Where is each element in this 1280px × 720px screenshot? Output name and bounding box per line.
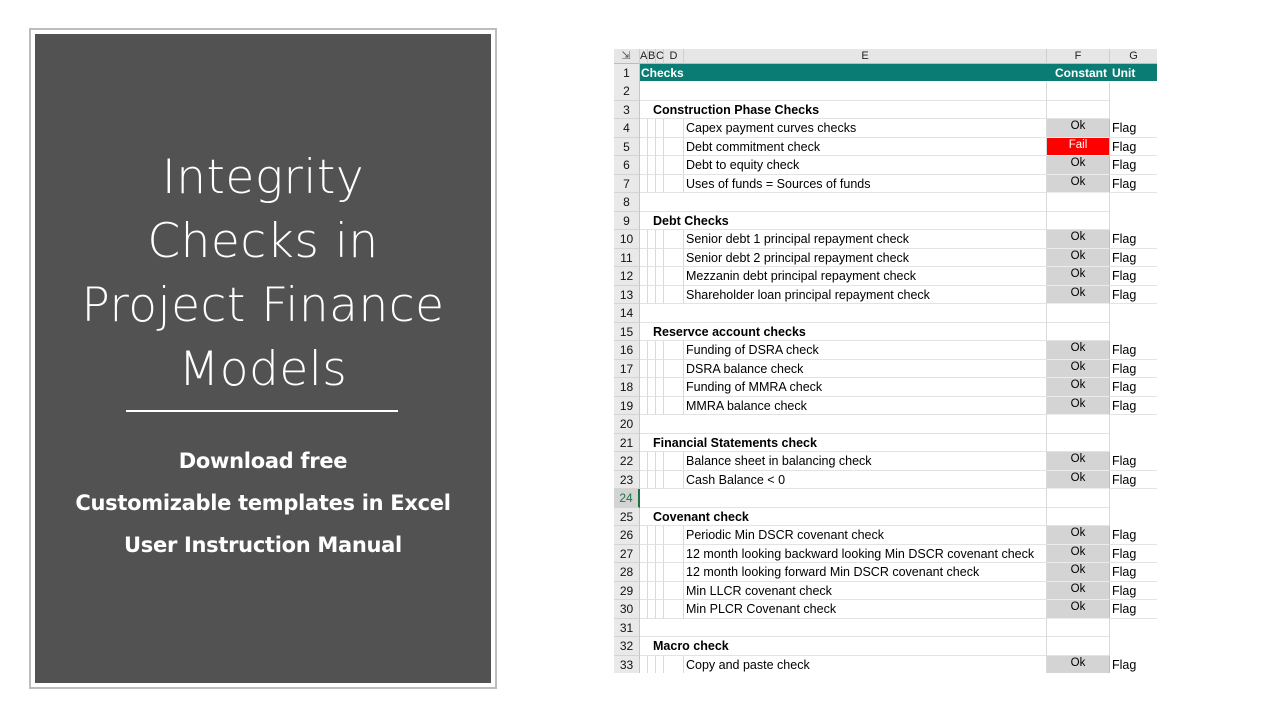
- grid-cell[interactable]: [656, 619, 664, 638]
- grid-cell[interactable]: [656, 378, 664, 397]
- check-row: [614, 360, 1157, 379]
- row-number[interactable]: 14: [614, 304, 640, 323]
- grid-cell[interactable]: [640, 267, 648, 286]
- grid-cell[interactable]: [664, 230, 684, 249]
- grid-cell[interactable]: [656, 249, 664, 268]
- grid-cell[interactable]: [656, 230, 664, 249]
- grid-cell[interactable]: [656, 526, 664, 545]
- grid-cell[interactable]: [684, 489, 1047, 508]
- status-ok-cell[interactable]: Ok: [1047, 397, 1110, 416]
- grid-cell[interactable]: [1047, 489, 1110, 508]
- slide-title-line: Project Finance: [81, 278, 445, 333]
- row-number[interactable]: 2: [614, 82, 640, 101]
- unit-cell[interactable]: Flag: [1110, 156, 1157, 175]
- column-header-e[interactable]: E: [684, 49, 1047, 64]
- grid-cell[interactable]: [664, 600, 684, 619]
- grid-cell[interactable]: [1047, 415, 1110, 434]
- row-number[interactable]: 9: [614, 212, 640, 231]
- check-label[interactable]: Senior debt 1 principal repayment check: [686, 232, 910, 246]
- unit-cell[interactable]: Flag: [1110, 341, 1157, 360]
- grid-cell[interactable]: [640, 119, 648, 138]
- grid-cell[interactable]: [684, 619, 1047, 638]
- grid-cell[interactable]: [648, 156, 656, 175]
- check-label[interactable]: Uses of funds = Sources of funds: [686, 176, 871, 191]
- grid-cell[interactable]: [664, 397, 684, 416]
- grid-cell[interactable]: [640, 489, 648, 508]
- check-label[interactable]: Debt to equity check: [686, 158, 800, 172]
- grid-cell[interactable]: [648, 656, 656, 674]
- grid-cell[interactable]: [1047, 193, 1110, 212]
- title-panel: [35, 34, 491, 683]
- status-ok-cell[interactable]: Ok: [1047, 471, 1110, 490]
- grid-cell[interactable]: [640, 341, 648, 360]
- unit-cell[interactable]: Flag: [1110, 286, 1157, 305]
- unit-cell[interactable]: Flag: [1110, 138, 1157, 157]
- row-number[interactable]: 29: [614, 582, 640, 601]
- grid-cell[interactable]: [648, 619, 656, 638]
- grid-cell[interactable]: [656, 304, 664, 323]
- grid-cell[interactable]: [664, 360, 684, 379]
- grid-cell[interactable]: [640, 193, 648, 212]
- row-number[interactable]: 13: [614, 286, 640, 305]
- section-row: [614, 637, 1157, 656]
- slide-title-line: Checks in: [147, 214, 379, 269]
- section-heading[interactable]: Financial Statements check: [653, 435, 817, 450]
- grid-cell[interactable]: [648, 360, 656, 379]
- row-number[interactable]: 12: [614, 267, 640, 286]
- row-number[interactable]: 32: [614, 637, 640, 656]
- grid-cell[interactable]: [664, 378, 684, 397]
- grid-cell[interactable]: [640, 304, 648, 323]
- grid-cell[interactable]: [656, 156, 664, 175]
- column-header-a[interactable]: A: [640, 50, 648, 62]
- grid-cell[interactable]: [664, 156, 684, 175]
- check-label[interactable]: Min PLCR Covenant check: [686, 602, 837, 616]
- check-row: [614, 600, 1157, 619]
- grid-cell[interactable]: [648, 600, 656, 619]
- check-label[interactable]: Mezzanin debt principal repayment check: [686, 269, 916, 283]
- check-row: [614, 267, 1157, 286]
- grid-cell[interactable]: [656, 286, 664, 305]
- unit-cell[interactable]: Flag: [1110, 378, 1157, 397]
- grid-cell[interactable]: [656, 341, 664, 360]
- status-ok-cell[interactable]: Ok: [1047, 249, 1110, 268]
- empty-row: [614, 619, 1157, 638]
- grid-cell[interactable]: [664, 138, 684, 157]
- section-heading[interactable]: Macro check: [653, 639, 729, 653]
- header-checks[interactable]: Checks: [641, 66, 684, 80]
- grid-cell[interactable]: [648, 286, 656, 305]
- grid-cell[interactable]: [640, 286, 648, 305]
- grid-cell[interactable]: [640, 545, 648, 564]
- check-row: [614, 230, 1157, 249]
- grid-cell[interactable]: [640, 156, 648, 175]
- grid-cell[interactable]: [640, 360, 648, 379]
- section-row: [614, 508, 1157, 527]
- check-row: [614, 119, 1157, 138]
- download-free-link[interactable]: Download free: [178, 449, 348, 473]
- grid-cell[interactable]: [640, 508, 648, 527]
- row-number[interactable]: 24: [614, 489, 640, 508]
- grid-cell[interactable]: [640, 656, 648, 674]
- check-row: [614, 545, 1157, 564]
- status-ok-cell[interactable]: Ok: [1047, 526, 1110, 545]
- grid-cell[interactable]: [664, 452, 684, 471]
- grid-cell[interactable]: [648, 397, 656, 416]
- grid-cell[interactable]: [648, 193, 656, 212]
- row-number[interactable]: 16: [614, 341, 640, 360]
- grid-cell[interactable]: [664, 267, 684, 286]
- empty-row: [614, 82, 1157, 101]
- grid-cell[interactable]: [640, 637, 648, 656]
- grid-cell[interactable]: [664, 249, 684, 268]
- grid-cell[interactable]: [664, 545, 684, 564]
- section-row: [614, 323, 1157, 342]
- grid-cell[interactable]: [664, 656, 684, 674]
- status-ok-cell[interactable]: Ok: [1047, 175, 1110, 194]
- header-unit[interactable]: Unit: [1112, 66, 1136, 80]
- grid-cell[interactable]: [640, 434, 648, 453]
- grid-cell[interactable]: [656, 471, 664, 490]
- grid-cell[interactable]: [648, 415, 656, 434]
- check-row: [614, 526, 1157, 545]
- grid-cell[interactable]: [1047, 434, 1110, 453]
- grid-cell[interactable]: [664, 563, 684, 582]
- status-fail-cell[interactable]: Fail: [1047, 138, 1110, 157]
- unit-cell[interactable]: Flag: [1110, 397, 1157, 416]
- row-number[interactable]: 26: [614, 526, 640, 545]
- status-ok-cell[interactable]: Ok: [1047, 360, 1110, 379]
- grid-cell[interactable]: [648, 526, 656, 545]
- grid-cell[interactable]: [648, 582, 656, 601]
- grid-cell[interactable]: [1047, 82, 1110, 101]
- grid-cell[interactable]: [664, 193, 684, 212]
- row-number[interactable]: 28: [614, 563, 640, 582]
- grid-cell[interactable]: [640, 471, 648, 490]
- grid-cell[interactable]: [684, 193, 1047, 212]
- grid-cell[interactable]: [640, 452, 648, 471]
- grid-cell[interactable]: [640, 378, 648, 397]
- manual-link[interactable]: User Instruction Manual: [124, 533, 402, 557]
- row-number[interactable]: 17: [614, 360, 640, 379]
- grid-cell[interactable]: [640, 415, 648, 434]
- column-header-c[interactable]: C: [656, 50, 664, 62]
- check-row: [614, 378, 1157, 397]
- check-label[interactable]: 12 month looking forward Min DSCR covenant check: [686, 565, 980, 579]
- check-label[interactable]: Funding of MMRA check: [686, 380, 823, 394]
- section-heading[interactable]: Construction Phase Checks: [653, 102, 820, 117]
- row-number[interactable]: 4: [614, 119, 640, 138]
- row-number[interactable]: 6: [614, 156, 640, 175]
- check-label[interactable]: Capex payment curves checks: [686, 121, 857, 135]
- check-label[interactable]: Min LLCR covenant check: [686, 583, 832, 598]
- check-row: [614, 452, 1157, 471]
- grid-cell[interactable]: [656, 138, 664, 157]
- grid-cell[interactable]: [664, 82, 684, 101]
- grid-cell[interactable]: [656, 489, 664, 508]
- check-row: [614, 286, 1157, 305]
- status-ok-cell[interactable]: Ok: [1047, 600, 1110, 619]
- row-number[interactable]: 5: [614, 138, 640, 157]
- empty-row: [614, 193, 1157, 212]
- check-row: [614, 397, 1157, 416]
- check-row: [614, 138, 1157, 157]
- grid-cell[interactable]: [648, 378, 656, 397]
- grid-cell[interactable]: [640, 230, 648, 249]
- check-row: [614, 175, 1157, 194]
- check-row: [614, 341, 1157, 360]
- section-heading[interactable]: Covenant check: [653, 509, 749, 524]
- grid-cell[interactable]: [1047, 304, 1110, 323]
- unit-cell[interactable]: Flag: [1110, 582, 1157, 601]
- check-label[interactable]: MMRA balance check: [686, 398, 807, 413]
- title-panel-frame: [29, 28, 497, 689]
- check-row: [614, 656, 1157, 674]
- grid-cell[interactable]: [640, 175, 648, 194]
- panel-links: [35, 440, 491, 566]
- column-header-f[interactable]: F: [1047, 49, 1110, 64]
- column-header-d[interactable]: D: [664, 49, 684, 64]
- grid-cell[interactable]: [664, 286, 684, 305]
- unit-cell[interactable]: Flag: [1110, 526, 1157, 545]
- row-number[interactable]: 8: [614, 193, 640, 212]
- grid-cell[interactable]: [656, 600, 664, 619]
- grid-cell[interactable]: [648, 249, 656, 268]
- check-label[interactable]: Debt commitment check: [686, 139, 821, 154]
- unit-cell[interactable]: Flag: [1110, 452, 1157, 471]
- grid-cell[interactable]: [648, 471, 656, 490]
- check-row: [614, 582, 1157, 601]
- check-label[interactable]: 12 month looking backward looking Min DSCR covenant check: [686, 546, 1035, 561]
- grid-cell[interactable]: [656, 452, 664, 471]
- grid-cell[interactable]: [656, 193, 664, 212]
- sheet-header-row: [614, 64, 1157, 83]
- grid-cell[interactable]: [648, 82, 656, 101]
- row-number[interactable]: 31: [614, 619, 640, 638]
- templates-link[interactable]: Customizable templates in Excel: [75, 491, 451, 515]
- status-ok-cell[interactable]: Ok: [1047, 267, 1110, 286]
- column-header-g[interactable]: G: [1110, 49, 1157, 64]
- grid-cell[interactable]: [684, 82, 1047, 101]
- grid-cell[interactable]: [664, 526, 684, 545]
- unit-cell[interactable]: Flag: [1110, 249, 1157, 268]
- unit-cell[interactable]: Flag: [1110, 656, 1157, 674]
- grid-cell[interactable]: [1047, 637, 1110, 656]
- status-ok-cell[interactable]: Ok: [1047, 341, 1110, 360]
- grid-cell[interactable]: [656, 360, 664, 379]
- status-ok-cell[interactable]: Ok: [1047, 378, 1110, 397]
- row-number[interactable]: 22: [614, 452, 640, 471]
- status-ok-cell[interactable]: Ok: [1047, 156, 1110, 175]
- header-constant[interactable]: Constant: [1055, 66, 1107, 80]
- row-number[interactable]: 23: [614, 471, 640, 490]
- grid-cell[interactable]: [664, 471, 684, 490]
- spreadsheet: [614, 49, 1157, 673]
- grid-cell[interactable]: [648, 138, 656, 157]
- status-ok-cell[interactable]: Ok: [1047, 656, 1110, 674]
- grid-cell[interactable]: [656, 415, 664, 434]
- grid-cell[interactable]: [1047, 619, 1110, 638]
- grid-cell[interactable]: [640, 212, 648, 231]
- section-heading[interactable]: Reservce account checks: [653, 324, 806, 339]
- column-header-b[interactable]: B: [648, 50, 656, 62]
- row-number[interactable]: 10: [614, 230, 640, 249]
- row-number[interactable]: 15: [614, 323, 640, 342]
- status-ok-cell[interactable]: Ok: [1047, 582, 1110, 601]
- grid-cell[interactable]: [648, 175, 656, 194]
- grid-cell[interactable]: [640, 249, 648, 268]
- status-ok-cell[interactable]: Ok: [1047, 119, 1110, 138]
- grid-cell[interactable]: [648, 267, 656, 286]
- cursor-icon: ⇲: [621, 50, 631, 62]
- check-row: [614, 471, 1157, 490]
- grid-cell[interactable]: [648, 230, 656, 249]
- grid-cell[interactable]: [640, 526, 648, 545]
- section-row: [614, 101, 1157, 120]
- row-number[interactable]: 25: [614, 508, 640, 527]
- grid-cell[interactable]: [684, 415, 1047, 434]
- check-label[interactable]: Funding of DSRA check: [686, 343, 819, 357]
- grid-cell[interactable]: [640, 600, 648, 619]
- grid-cell[interactable]: [684, 304, 1047, 323]
- check-label[interactable]: Periodic Min DSCR covenant check: [686, 528, 884, 542]
- section-row: [614, 212, 1157, 231]
- status-ok-cell[interactable]: Ok: [1047, 286, 1110, 305]
- check-row: [614, 249, 1157, 268]
- row-number[interactable]: 1: [614, 64, 640, 83]
- grid-cell[interactable]: [1047, 323, 1110, 342]
- title-divider: [126, 410, 398, 412]
- grid-cell[interactable]: [664, 582, 684, 601]
- row-number[interactable]: 11: [614, 249, 640, 268]
- check-row: [614, 563, 1157, 582]
- grid-cell[interactable]: [656, 563, 664, 582]
- row-number[interactable]: 27: [614, 545, 640, 564]
- grid-cell[interactable]: [656, 656, 664, 674]
- status-ok-cell[interactable]: Ok: [1047, 452, 1110, 471]
- empty-row: [614, 304, 1157, 323]
- grid-cell[interactable]: [640, 397, 648, 416]
- grid-cell[interactable]: [656, 582, 664, 601]
- grid-cell[interactable]: [648, 545, 656, 564]
- grid-cell[interactable]: [684, 637, 1047, 656]
- section-heading[interactable]: Debt Checks: [653, 213, 729, 228]
- grid-cell[interactable]: [1047, 101, 1110, 120]
- grid-cell[interactable]: [648, 489, 656, 508]
- grid-cell[interactable]: [648, 452, 656, 471]
- grid-cell[interactable]: [664, 489, 684, 508]
- grid-cell[interactable]: [640, 323, 648, 342]
- check-label[interactable]: Balance sheet in balancing check: [686, 454, 872, 468]
- grid-cell[interactable]: [640, 138, 648, 157]
- row-number[interactable]: 19: [614, 397, 640, 416]
- row-number[interactable]: 3: [614, 101, 640, 120]
- unit-cell[interactable]: Flag: [1110, 471, 1157, 490]
- empty-row: [614, 489, 1157, 508]
- grid-cell[interactable]: [656, 545, 664, 564]
- grid-cell[interactable]: [664, 341, 684, 360]
- grid-cell[interactable]: [1047, 212, 1110, 231]
- section-row: [614, 434, 1157, 453]
- check-label[interactable]: DSRA balance check: [686, 361, 804, 376]
- grid-cell[interactable]: [648, 341, 656, 360]
- grid-cell[interactable]: [640, 582, 648, 601]
- grid-cell[interactable]: [656, 82, 664, 101]
- row-number[interactable]: 33: [614, 656, 640, 674]
- status-ok-cell[interactable]: Ok: [1047, 563, 1110, 582]
- check-label[interactable]: Cash Balance < 0: [686, 472, 786, 487]
- status-ok-cell[interactable]: Ok: [1047, 230, 1110, 249]
- grid-cell[interactable]: [648, 304, 656, 323]
- row-number[interactable]: 21: [614, 434, 640, 453]
- row-number[interactable]: 18: [614, 378, 640, 397]
- grid-cell[interactable]: [656, 397, 664, 416]
- grid-cell[interactable]: [664, 619, 684, 638]
- row-number[interactable]: 30: [614, 600, 640, 619]
- unit-cell[interactable]: Flag: [1110, 119, 1157, 138]
- slide-title-line: Models: [178, 342, 348, 397]
- select-all-corner[interactable]: [614, 49, 640, 64]
- unit-cell[interactable]: Flag: [1110, 230, 1157, 249]
- grid-cell[interactable]: [640, 563, 648, 582]
- status-ok-cell[interactable]: Ok: [1047, 545, 1110, 564]
- column-headers: [614, 49, 1157, 64]
- row-number[interactable]: 20: [614, 415, 640, 434]
- grid-cell[interactable]: [1047, 508, 1110, 527]
- grid-cell[interactable]: [640, 101, 648, 120]
- grid-cell[interactable]: [664, 175, 684, 194]
- check-row: [614, 156, 1157, 175]
- check-label[interactable]: Senior debt 2 principal repayment check: [686, 250, 910, 265]
- unit-cell[interactable]: Flag: [1110, 175, 1157, 194]
- grid-cell[interactable]: [664, 304, 684, 323]
- unit-cell[interactable]: Flag: [1110, 545, 1157, 564]
- grid-cell[interactable]: [664, 119, 684, 138]
- row-number[interactable]: 7: [614, 175, 640, 194]
- grid-cell[interactable]: [648, 119, 656, 138]
- grid-cell[interactable]: [648, 563, 656, 582]
- grid-cell[interactable]: [656, 119, 664, 138]
- grid-cell[interactable]: [640, 82, 648, 101]
- grid-cell[interactable]: [664, 415, 684, 434]
- slide-title-line: Integrity: [161, 150, 365, 205]
- check-label[interactable]: Copy and paste check: [686, 657, 810, 672]
- check-label[interactable]: Shareholder loan principal repayment check: [686, 287, 930, 302]
- unit-cell[interactable]: Flag: [1110, 267, 1157, 286]
- grid-cell[interactable]: [684, 212, 1047, 231]
- grid-cell[interactable]: [656, 267, 664, 286]
- unit-cell[interactable]: Flag: [1110, 600, 1157, 619]
- slide-title: [35, 146, 491, 402]
- unit-cell[interactable]: Flag: [1110, 563, 1157, 582]
- grid-cell[interactable]: [640, 619, 648, 638]
- unit-cell[interactable]: Flag: [1110, 360, 1157, 379]
- grid-cell[interactable]: [656, 175, 664, 194]
- empty-row: [614, 415, 1157, 434]
